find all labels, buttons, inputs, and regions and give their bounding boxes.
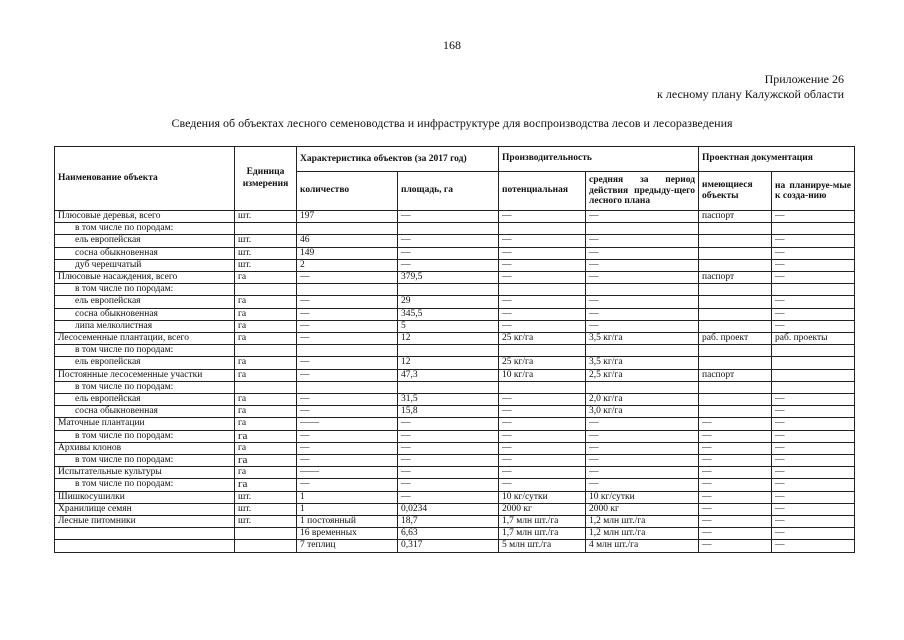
table-cell: в том числе по породам: — [55, 223, 235, 235]
table-cell — [398, 223, 499, 235]
table-cell: паспорт — [699, 272, 772, 284]
table-cell — [297, 223, 398, 235]
table-cell: шт. — [235, 259, 297, 271]
table-cell — [699, 381, 772, 393]
table-cell: — — [772, 272, 855, 284]
table-cell: 10 кг/сутки — [586, 491, 699, 503]
table-cell: Испытательные культуры — [55, 467, 235, 479]
table-cell: — — [398, 211, 499, 223]
table-cell: шт. — [235, 247, 297, 259]
table-cell: — — [398, 491, 499, 503]
table-cell — [235, 540, 297, 552]
table-row — [55, 308, 855, 320]
table-row — [55, 418, 855, 430]
table-cell: — — [699, 503, 772, 515]
table-cell: — — [398, 455, 499, 467]
table-cell: га — [235, 442, 297, 454]
table-cell: га — [235, 418, 297, 430]
table-cell: ель европейская — [55, 357, 235, 369]
table-cell: га — [235, 357, 297, 369]
table-cell — [699, 406, 772, 418]
table-cell: — — [772, 406, 855, 418]
table-cell: — — [297, 357, 398, 369]
document-title: Сведения об объектах лесного семеноводства и инфраструктуре для воспроизводства лесов и лесоразведения — [171, 116, 733, 130]
table-cell: — — [772, 308, 855, 320]
table-cell — [586, 284, 699, 296]
table-cell — [772, 223, 855, 235]
table-cell: — — [772, 503, 855, 515]
table-cell — [586, 381, 699, 393]
table-cell — [235, 345, 297, 357]
header-planned: на планируе-мые к созда-нию — [772, 172, 855, 211]
table-cell: Хранилище семян — [55, 503, 235, 515]
table-cell: га — [235, 333, 297, 345]
seed-objects-table — [54, 146, 855, 553]
table-cell: — — [297, 406, 398, 418]
table-cell: га — [235, 369, 297, 381]
table-cell: — — [772, 247, 855, 259]
header-average: средняя за период действия предыду-щего лесного плана — [586, 172, 699, 211]
table-cell: — — [699, 540, 772, 552]
table-cell: в том числе по породам: — [55, 381, 235, 393]
table-cell: 1,7 млн шт./га — [499, 528, 586, 540]
table-cell: 10 кг/сутки — [499, 491, 586, 503]
table-cell: 3,5 кг/га — [586, 333, 699, 345]
table-cell: — — [398, 259, 499, 271]
table-row — [55, 442, 855, 454]
table-cell: — — [772, 418, 855, 430]
table-cell — [772, 284, 855, 296]
table-cell — [235, 284, 297, 296]
header-quantity: количество — [297, 172, 398, 211]
table-cell: — — [499, 211, 586, 223]
table-cell: — — [699, 442, 772, 454]
table-cell: — — [586, 308, 699, 320]
table-cell: га — [235, 467, 297, 479]
table-cell: — — [772, 455, 855, 467]
table-cell: — — [699, 528, 772, 540]
table-cell: ель европейская — [55, 394, 235, 406]
appendix-caption — [657, 72, 844, 102]
table-cell: паспорт — [699, 211, 772, 223]
table-cell: — — [398, 430, 499, 442]
table-cell: — — [297, 320, 398, 332]
table-cell: Плюсовые деревья, всего — [55, 211, 235, 223]
table-cell: 5 млн шт./га — [499, 540, 586, 552]
table-cell: — — [297, 442, 398, 454]
table-cell: га — [235, 479, 297, 491]
table-cell: — — [297, 455, 398, 467]
table-cell: в том числе по породам: — [55, 430, 235, 442]
table-row — [55, 455, 855, 467]
table-cell: — — [499, 235, 586, 247]
table-cell: — — [297, 272, 398, 284]
table-cell: сосна обыкновенная — [55, 247, 235, 259]
header-productivity: Производительность — [499, 147, 699, 172]
table-cell — [499, 381, 586, 393]
table-cell: — — [499, 259, 586, 271]
table-cell: — — [398, 479, 499, 491]
table-cell: Постоянные лесосеменные участки — [55, 369, 235, 381]
table-cell — [586, 345, 699, 357]
table-cell: 2,5 кг/га — [586, 369, 699, 381]
table-cell — [297, 345, 398, 357]
table-row — [55, 284, 855, 296]
table-cell: 10 кг/га — [499, 369, 586, 381]
table-cell: 1 — [297, 491, 398, 503]
table-cell — [55, 540, 235, 552]
table-cell: — — [772, 394, 855, 406]
table-cell: 0,317 — [398, 540, 499, 552]
table-cell: липа мелколистная — [55, 320, 235, 332]
table-cell: — — [297, 369, 398, 381]
table-cell: 0,0234 — [398, 503, 499, 515]
table-cell: — — [499, 272, 586, 284]
table-cell: га — [235, 272, 297, 284]
table-cell: — — [297, 308, 398, 320]
table-cell: 2,0 кг/га — [586, 394, 699, 406]
table-cell — [772, 381, 855, 393]
table-cell: Маточные плантации — [55, 418, 235, 430]
table-cell — [699, 320, 772, 332]
table-cell: — — [699, 418, 772, 430]
table-cell: 16 временных — [297, 528, 398, 540]
table-cell: в том числе по породам: — [55, 345, 235, 357]
table-row — [55, 296, 855, 308]
header-potential: потенциальная — [499, 172, 586, 211]
table-row — [55, 259, 855, 271]
table-cell: 1,2 млн шт./га — [586, 528, 699, 540]
table-cell: 197 — [297, 211, 398, 223]
appendix-line-1: Приложение 26 — [764, 72, 844, 86]
table-cell: — — [499, 296, 586, 308]
table-cell: — — [586, 296, 699, 308]
table-cell: — — [297, 333, 398, 345]
appendix-line-2: к лесному плану Калужской области — [657, 87, 844, 101]
table-cell — [699, 345, 772, 357]
table-cell: дуб черешчатый — [55, 259, 235, 271]
table-cell: 18,7 — [398, 516, 499, 528]
header-characteristics: Характеристика объектов (за 2017 год) — [297, 147, 499, 172]
table-cell: — — [499, 308, 586, 320]
table-cell: 345,5 — [398, 308, 499, 320]
table-row — [55, 491, 855, 503]
table-cell: 1,2 млн шт./га — [586, 516, 699, 528]
table-cell: — — [586, 259, 699, 271]
table-cell: 12 — [398, 333, 499, 345]
table-cell: — — [297, 394, 398, 406]
table-cell: в том числе по породам: — [55, 479, 235, 491]
table-cell: — — [586, 235, 699, 247]
table-cell: — — [772, 491, 855, 503]
table-cell: га — [235, 394, 297, 406]
table-cell: — — [699, 467, 772, 479]
table-row — [55, 272, 855, 284]
table-cell: — — [699, 430, 772, 442]
table-cell: — — [772, 540, 855, 552]
table-cell: 3,0 кг/га — [586, 406, 699, 418]
table-cell: 46 — [297, 235, 398, 247]
table-cell — [699, 308, 772, 320]
table-cell: раб. проекты — [772, 333, 855, 345]
table-cell — [235, 381, 297, 393]
table-cell: 29 — [398, 296, 499, 308]
table-cell: ель европейская — [55, 296, 235, 308]
table-cell: га — [235, 308, 297, 320]
table-cell: 31,5 — [398, 394, 499, 406]
table-cell: га — [235, 320, 297, 332]
table-row — [55, 430, 855, 442]
table-cell: шт. — [235, 516, 297, 528]
table-cell: га — [235, 455, 297, 467]
table-cell: — — [586, 320, 699, 332]
table-cell — [699, 223, 772, 235]
table-cell: — — [699, 516, 772, 528]
table-row — [55, 381, 855, 393]
table-cell: — — [699, 479, 772, 491]
table-cell: 12 — [398, 357, 499, 369]
table-cell: шт. — [235, 211, 297, 223]
table-cell: в том числе по породам: — [55, 284, 235, 296]
table-cell — [499, 345, 586, 357]
table-cell: — — [499, 467, 586, 479]
table-cell: — — [586, 430, 699, 442]
table-cell: 25 кг/га — [499, 357, 586, 369]
table-cell: в том числе по породам: — [55, 455, 235, 467]
table-cell: сосна обыкновенная — [55, 406, 235, 418]
table-cell: — — [586, 479, 699, 491]
table-cell: сосна обыкновенная — [55, 308, 235, 320]
table-cell — [499, 284, 586, 296]
table-cell: — — [499, 430, 586, 442]
table-cell: га — [235, 430, 297, 442]
table-cell: Архивы клонов — [55, 442, 235, 454]
table-cell — [297, 284, 398, 296]
table-row — [55, 467, 855, 479]
table-cell: — — [772, 320, 855, 332]
table-cell: 2000 кг — [586, 503, 699, 515]
table-cell: — — [772, 211, 855, 223]
table-cell: — — [772, 430, 855, 442]
table-cell — [699, 235, 772, 247]
table-row — [55, 235, 855, 247]
table-cell — [398, 284, 499, 296]
table-cell: — — [398, 442, 499, 454]
table-cell: — — [499, 406, 586, 418]
table-cell: — — [499, 320, 586, 332]
table-cell: — — [398, 418, 499, 430]
table-cell: — — [499, 418, 586, 430]
table-cell: 15,8 — [398, 406, 499, 418]
table-cell: Лесосеменные плантации, всего — [55, 333, 235, 345]
table-cell — [772, 345, 855, 357]
table-cell: — — [499, 442, 586, 454]
table-cell: — — [297, 430, 398, 442]
table-cell: — — [772, 235, 855, 247]
table-cell: 5 — [398, 320, 499, 332]
table-row — [55, 223, 855, 235]
header-name: Наименование объекта — [55, 147, 235, 211]
table-row — [55, 320, 855, 332]
table-cell — [398, 345, 499, 357]
table-cell: — — [772, 516, 855, 528]
table-row — [55, 247, 855, 259]
table-cell — [699, 259, 772, 271]
table-row — [55, 516, 855, 528]
table-cell: — — [586, 247, 699, 259]
table-cell: — — [772, 296, 855, 308]
table-cell: 2000 кг — [499, 503, 586, 515]
table-cell: — — [586, 455, 699, 467]
table-cell: — — [499, 455, 586, 467]
table-cell: га — [235, 296, 297, 308]
table-cell — [699, 247, 772, 259]
table-cell: — — [398, 247, 499, 259]
table-row — [55, 345, 855, 357]
table-cell: — — [297, 296, 398, 308]
table-cell: — — [499, 479, 586, 491]
table-row — [55, 394, 855, 406]
table-cell — [699, 357, 772, 369]
table-cell: ель европейская — [55, 235, 235, 247]
table-cell: шт. — [235, 235, 297, 247]
table-cell — [586, 223, 699, 235]
table-cell: 379,5 — [398, 272, 499, 284]
table-cell: 2 — [297, 259, 398, 271]
table-cell: — — [586, 418, 699, 430]
table-cell: 7 теплиц — [297, 540, 398, 552]
header-unit: Единица измерения — [235, 147, 297, 211]
table-cell: 6,63 — [398, 528, 499, 540]
table-row — [55, 540, 855, 552]
table-cell: — — [499, 247, 586, 259]
table-cell: — — [586, 442, 699, 454]
table-cell: — — [772, 528, 855, 540]
table-cell: — — [586, 272, 699, 284]
table-cell: шт. — [235, 503, 297, 515]
table-cell: Шишкосушилки — [55, 491, 235, 503]
table-cell — [55, 528, 235, 540]
table-cell: — — [499, 394, 586, 406]
table-cell: — — [772, 442, 855, 454]
table-row — [55, 406, 855, 418]
table-cell: шт. — [235, 491, 297, 503]
table-cell: — — [699, 455, 772, 467]
table-cell: —— — [297, 467, 398, 479]
table-row — [55, 211, 855, 223]
table-cell: — — [772, 467, 855, 479]
table-cell: паспорт — [699, 369, 772, 381]
table-cell: — — [398, 467, 499, 479]
table-cell: Плюсовые насаждения, всего — [55, 272, 235, 284]
table-cell — [699, 394, 772, 406]
table-row — [55, 528, 855, 540]
table-cell — [297, 381, 398, 393]
table-cell: 25 кг/га — [499, 333, 586, 345]
table-cell: — — [586, 211, 699, 223]
table-cell — [235, 223, 297, 235]
table-row — [55, 369, 855, 381]
header-area: площадь, га — [398, 172, 499, 211]
header-existing: имеющиеся объекты — [699, 172, 772, 211]
table-cell — [699, 284, 772, 296]
table-cell: 47,3 — [398, 369, 499, 381]
table-cell: — — [398, 235, 499, 247]
table-cell: раб. проект — [699, 333, 772, 345]
table-cell: Лесные питомники — [55, 516, 235, 528]
table-cell — [699, 296, 772, 308]
table-cell: — — [699, 491, 772, 503]
table-body — [55, 211, 855, 553]
table-row — [55, 357, 855, 369]
table-cell: 1,7 млн шт./га — [499, 516, 586, 528]
table-cell: — — [772, 479, 855, 491]
table-row — [55, 503, 855, 515]
table-cell: 3,5 кг/га — [586, 357, 699, 369]
table-cell: 149 — [297, 247, 398, 259]
table-cell — [772, 369, 855, 381]
page-number: 168 — [443, 38, 461, 52]
table-cell — [398, 381, 499, 393]
table-cell — [772, 357, 855, 369]
table-cell: — — [297, 479, 398, 491]
header-documentation: Проектная документация — [699, 147, 855, 172]
table-cell: га — [235, 406, 297, 418]
table-cell — [499, 223, 586, 235]
table-cell — [235, 528, 297, 540]
table-cell: —— — [297, 418, 398, 430]
table-cell: 1 — [297, 503, 398, 515]
table-cell: 1 постоянный — [297, 516, 398, 528]
table-cell: — — [586, 467, 699, 479]
table-cell: — — [772, 259, 855, 271]
table-row — [55, 333, 855, 345]
table-row — [55, 479, 855, 491]
table-cell: 4 млн шт./га — [586, 540, 699, 552]
